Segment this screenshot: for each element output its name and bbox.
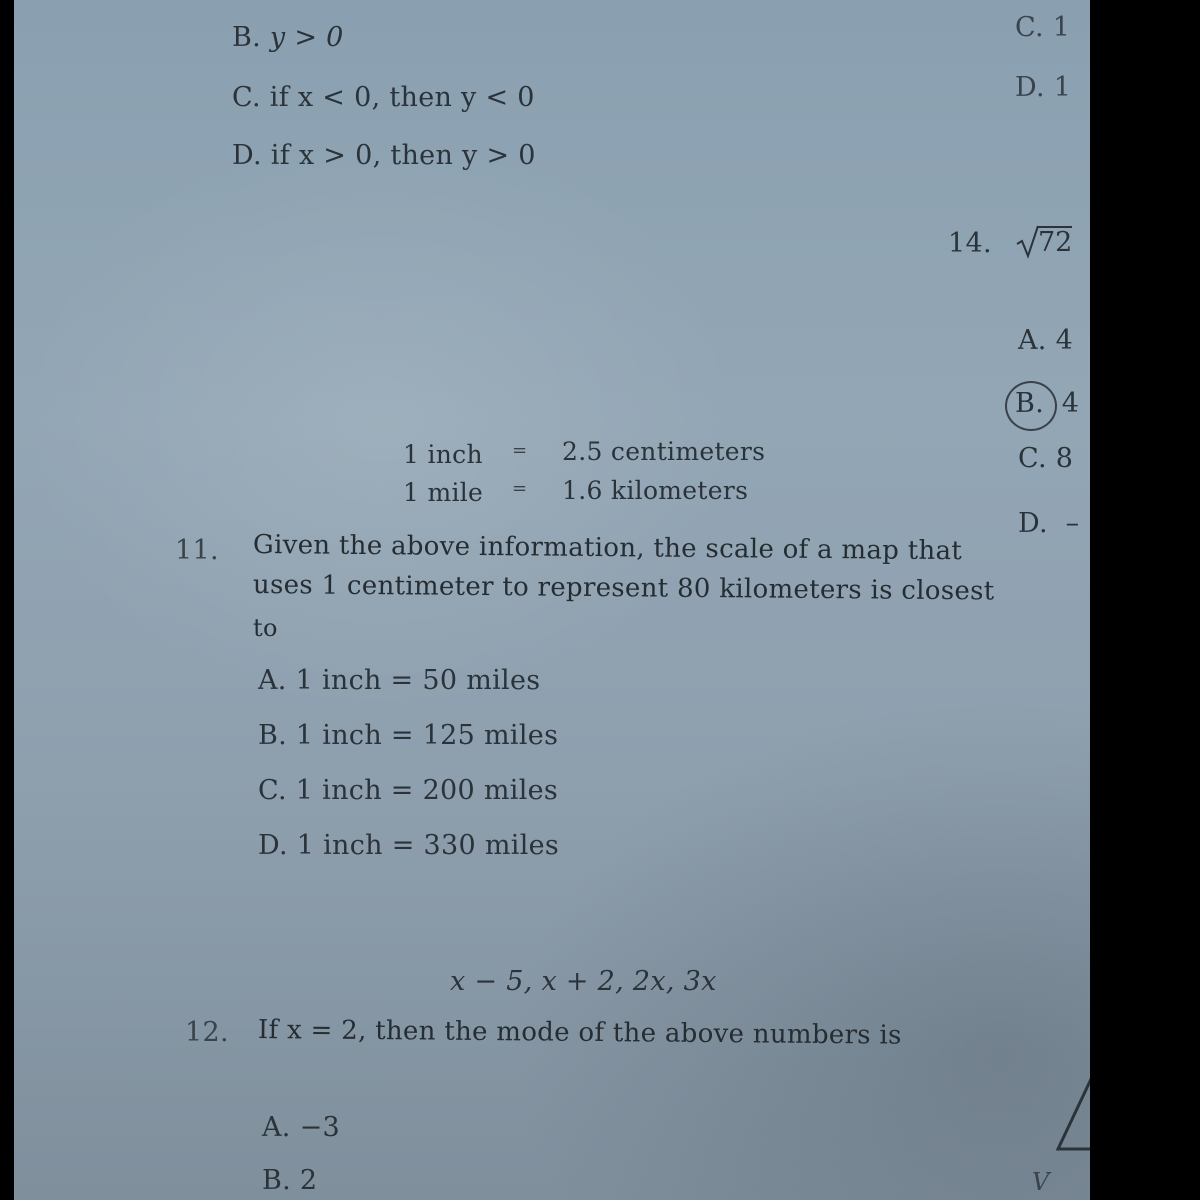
q11-stem-line-3: to [253,614,278,642]
q14-option-a: A. 4 [1018,325,1074,356]
conversion-equals-2: = [512,478,528,499]
conversion-equals-1: = [512,440,528,461]
conversion-value-cm: 2.5 centimeters [562,437,766,466]
q11-stem-line-1: Given the above information, the scale of a map that [252,530,963,567]
q12-number: 12. [185,1017,229,1048]
q11-option-a: A. 1 inch = 50 miles [258,665,541,696]
conversion-row-mile: 1 mile [403,478,484,507]
q10-option-b: B. y > 0 [232,22,344,53]
q12-option-b: B. 2 [262,1165,318,1196]
q10-option-d: D. if x > 0, then y > 0 [232,140,536,171]
right-col-option-c: C. 1 [1015,12,1071,43]
q11-option-c: C. 1 inch = 200 miles [258,775,559,806]
q12-stem: If x = 2, then the mode of the above numbers is [257,1015,902,1051]
conversion-value-km: 1.6 kilometers [562,476,749,505]
q11-stem-line-2: uses 1 centimeter to represent 80 kilometers is closest [252,570,995,607]
q14-option-b: B. 4 [1015,388,1080,419]
q11-number: 11. [175,535,219,566]
q14-option-d: D. – [1018,508,1080,539]
q12-option-a: A. −3 [262,1112,340,1143]
q14-number: 14. [948,228,992,259]
square-root-icon [1016,224,1040,260]
photo-border-right [1090,0,1200,1200]
conversion-row-inch: 1 inch [403,440,483,469]
q10-option-c: C. if x < 0, then y < 0 [232,82,535,113]
figure-label: V [1032,1168,1050,1196]
q14-option-c: C. 8 [1018,443,1074,474]
q14-radicand: 72 [1038,227,1073,258]
q12-expression: x − 5, x + 2, 2x, 3x [450,966,717,997]
q11-option-d: D. 1 inch = 330 miles [258,830,560,861]
right-col-option-d: D. 1 [1015,72,1072,103]
photo-border-left [0,0,14,1200]
triangle-figure [1050,1075,1095,1155]
q11-option-b: B. 1 inch = 125 miles [258,720,559,751]
